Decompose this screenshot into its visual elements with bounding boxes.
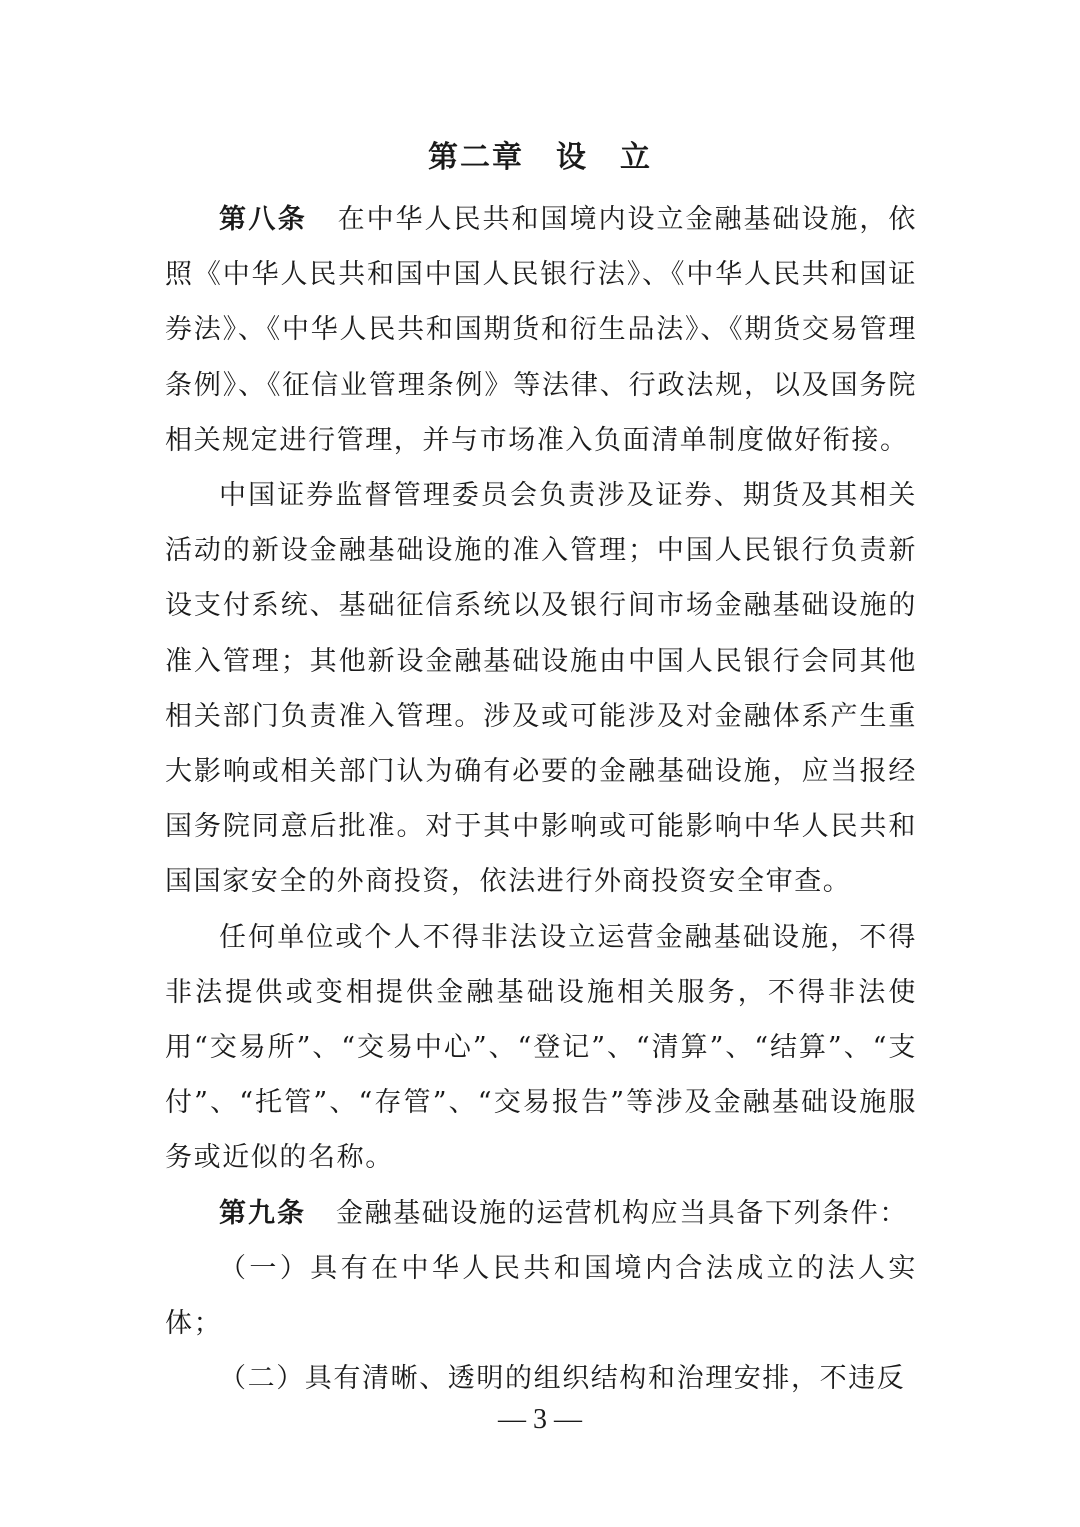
chapter-title: 第二章 设 立 (428, 140, 652, 175)
article-9-item-2: （二）具有清晰、透明的组织结构和治理安排，不违反 (219, 1363, 906, 1395)
article-8-paragraph-1-text: 在中华人民共和国境内设立金融基础设施，依照《中华人民共和国中国人民银行法》、《中华人民共和国证券法》、《中华人民共和国期货和衍生品法》、《期货交易管理条例》、《征信业管理条例》等法律、行政法规，以及国务院相关规定进行管理，并与市场准入负面清单制度做好衔接。 (165, 204, 918, 456)
article-9-item-1: （一）具有在中华人民共和国境内合法成立的法人实体； (165, 1252, 917, 1340)
article-9-paragraph-1-text: 金融基础设施的运营机构应当具备下列条件： (336, 1197, 908, 1229)
article-8-paragraph-1 (165, 192, 917, 468)
article-8-paragraph-2: 中国证券监督管理委员会负责涉及证券、期货及其相关活动的新设金融基础设施的准入管理；中国人民银行负责新设支付系统、基础征信系统以及银行间市场金融基础设施的准入管理；其他新设金融基础设施由中国人民银行会同其他相关部门负责准入管理。涉及或可能涉及对金融体系产生重大影响或相关部门认为确有必要的金融基础设施，应当报经国务院同意后批准。对于其中影响或可能影响中华人民共和国国家安全的外商投资，依法进行外商投资安全审查。 (165, 480, 917, 898)
article-9-heading: 第九条 (219, 1197, 306, 1229)
document-body (165, 192, 917, 1406)
article-8-heading: 第八条 (219, 204, 308, 235)
page-number: — 3 — (498, 1404, 582, 1435)
article-8-paragraph-3: 任何单位或个人不得非法设立运营金融基础设施，不得非法提供或变相提供金融基础设施相关服务，不得非法使用“交易所”、“交易中心”、“登记”、“清算”、“结算”、“支付”、“托管”、“存管”、“交易报告”等涉及金融基础设施服务或近似的名称。 (165, 921, 917, 1174)
article-9-paragraph-1 (165, 1186, 917, 1241)
